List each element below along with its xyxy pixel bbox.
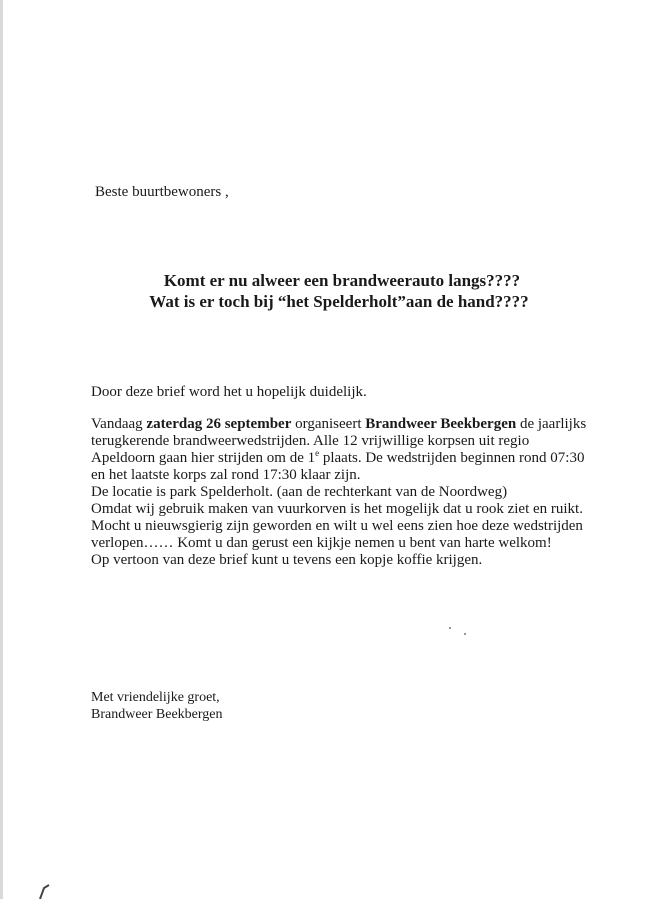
intro-text: Door deze brief word het u hopelijk duidelijk. [91,384,367,400]
location-line: De locatie is park Spelderholt. (aan de rechterkant van de Noordweg) [91,484,508,500]
scan-edge [0,0,3,899]
scan-speck [464,633,466,635]
event-date: zaterdag 26 september [146,416,292,432]
salutation: Beste buurtbewoners , [95,184,229,200]
letter-heading [0,270,654,312]
paragraph-event [91,416,591,484]
smoke-line: Omdat wij gebruik maken van vuurkorven is het mogelijk dat u rook ziet en ruikt. [91,501,583,517]
scan-mark [38,884,50,899]
para-text: Vandaag [91,416,147,432]
letter-body [91,416,591,569]
ordinal-suffix: e [315,448,320,458]
para-text: plaats. De wedstrijden beginnen rond 07:30 en het laatste korps zal rond 17:30 klaar zijn. [91,450,585,483]
invitation-line: Mocht u nieuwsgierig zijn geworden en wilt u wel eens zien hoe deze wedstrijden verlopen…… Komt u dan gerust een kijkje nemen u bent van harte welkom! [91,518,583,551]
closing-greeting: Met vriendelijke groet, [91,690,220,705]
coffee-line: Op vertoon van deze brief kunt u tevens een kopje koffie krijgen. [91,552,483,568]
scan-speck [449,627,451,629]
heading-line-2: Wat is er toch bij “het Spelderholt”aan de hand???? [149,292,529,311]
heading-line-1: Komt er nu alweer een brandweerauto langs???? [163,271,521,290]
organizer-name: Brandweer Beekbergen [365,416,517,432]
letter-closing [91,689,223,723]
closing-signature: Brandweer Beekbergen [91,707,223,722]
para-text: de jaarlijks terugkerende brandweerwedstrijden. Alle 12 vrijwillige korpsen uit regio Apeldoorn gaan hier strijden om de 1 [91,416,587,466]
para-text: organiseert [291,416,366,432]
